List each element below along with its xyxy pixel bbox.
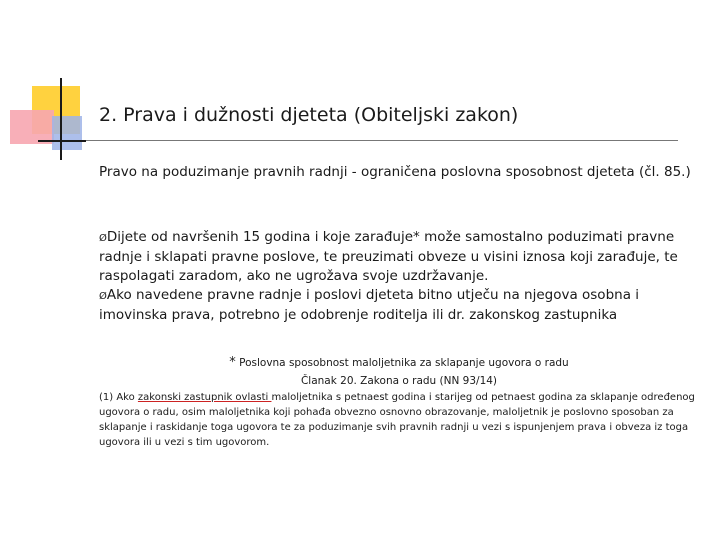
lead-emphasis: Pravo na poduzimanje pravnih radnji	[99, 164, 348, 180]
bullet-text: Dijete od navršenih 15 godina i koje zarađuje* može samostalno poduzimati pravne radnje i sklapati pravne poslove, te preuzimati obveze u visini iznosa koji zarađuje, te raspolagati zaradom, ako ne ugrožava svoje uzdržavanje.	[99, 229, 678, 284]
footnote-heading	[99, 354, 699, 372]
footnote-star: *	[229, 355, 236, 370]
lead-rest: - ograničena poslovna sposobnost djeteta (čl. 85.)	[347, 164, 691, 180]
footnote-subheading: Članak 20. Zakona o radu (NN 93/14)	[300, 375, 498, 387]
decorative-red-square	[10, 110, 54, 144]
footnote-body	[99, 390, 704, 450]
title-underline-rule	[38, 140, 678, 141]
decorative-blue-square	[52, 116, 82, 150]
decorative-vertical-line	[60, 78, 62, 160]
slide-title: 2. Prava i dužnosti djeteta (Obiteljski zakon)	[99, 104, 519, 126]
bullet-list	[99, 228, 699, 325]
arrow-bullet-icon: Ø	[99, 233, 107, 244]
footnote-heading-block	[99, 354, 699, 390]
bullet-item	[99, 228, 699, 286]
footnote-heading-text: Poslovna sposobnost maloljetnika za sklapanje ugovora o radu	[239, 357, 569, 369]
decorative-horizontal-accent	[38, 140, 86, 142]
arrow-bullet-icon: Ø	[99, 291, 107, 302]
footnote-body-prefix: (1) Ako	[99, 392, 138, 403]
lead-paragraph	[99, 163, 699, 182]
bullet-text: Ako navedene pravne radnje i poslovi djeteta bitno utječu na njegova osobna i imovinska prava, potrebno je odobrenje roditelja ili dr. zakonskog zastupnika	[99, 287, 640, 323]
footnote-body-rest: maloljetnika s petnaest godina i starijeg od petnaest godina za sklapanje određenog ugovora o radu, osim maloljetnika koji pohađa obvezno osnovno obrazovanje, maloljetnik je poslovno sposoban za sklapanje i raskidanje toga ugovora te za poduzimanje svih pravnih radnji u vezi s ispunjenjem prava i obveza iz toga ugovora ili u vezi s tim ugovorom.	[99, 392, 695, 448]
footnote-underlined-text: zakonski zastupnik ovlasti	[137, 392, 272, 403]
bullet-item	[99, 286, 699, 325]
